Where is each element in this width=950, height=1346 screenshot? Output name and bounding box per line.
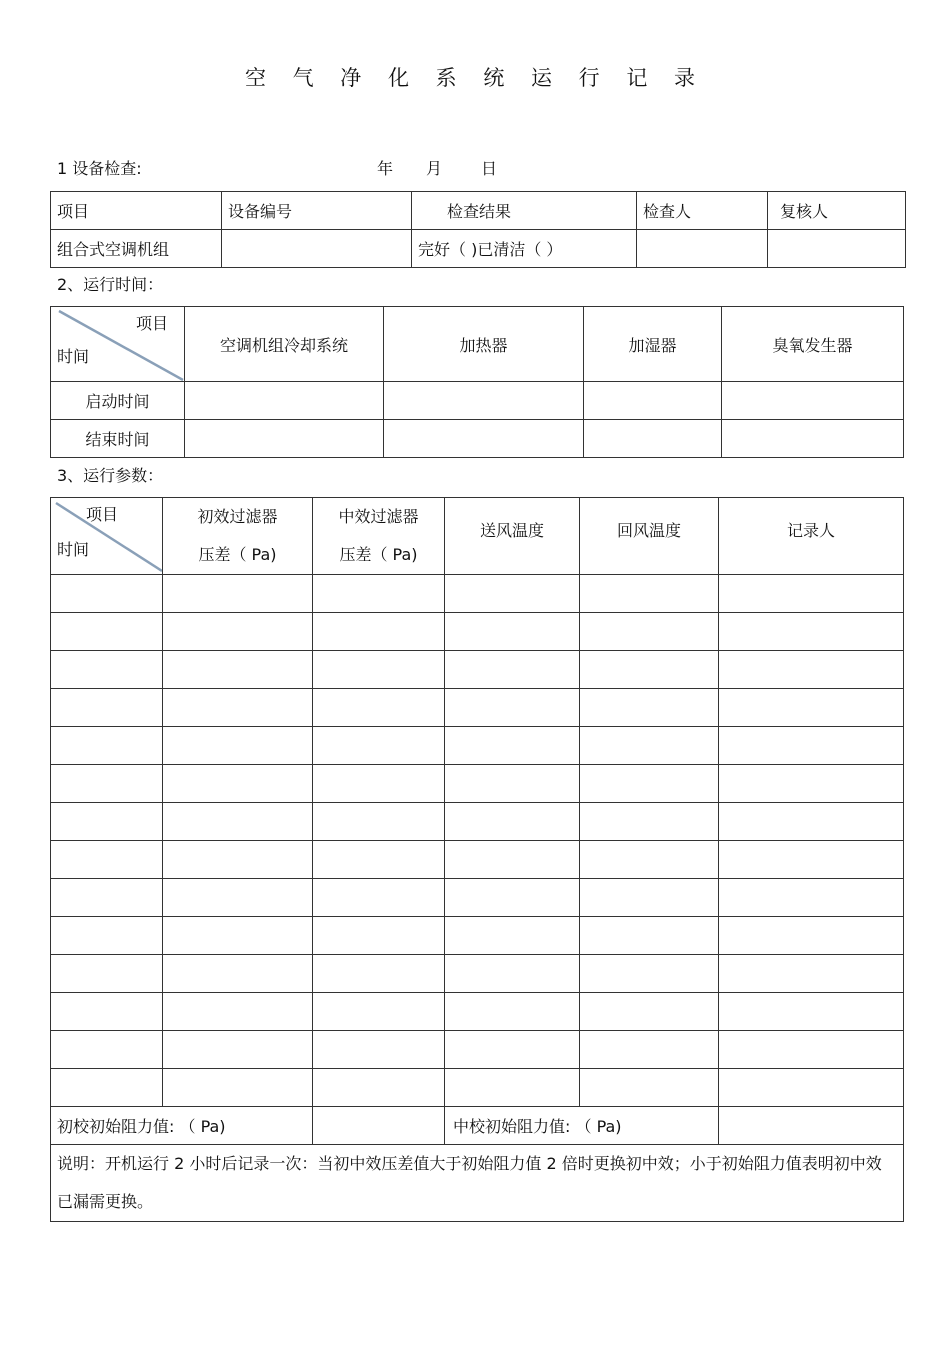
entry-cell[interactable] [51, 1031, 163, 1069]
corner-time-label: 时间 [57, 540, 90, 559]
entry-cell[interactable] [163, 879, 313, 917]
entry-cell[interactable] [445, 727, 580, 765]
header-primary-pressure: 压差（ Pa) [198, 545, 277, 564]
table-row [51, 879, 904, 917]
entry-cell[interactable] [719, 993, 904, 1031]
run-parameters-table [50, 497, 904, 1222]
corner-item-label: 项目 [85, 505, 118, 524]
table-row [51, 1031, 904, 1069]
entry-cell[interactable] [719, 1069, 904, 1107]
entry-cell[interactable] [719, 1031, 904, 1069]
entry-cell[interactable] [313, 765, 445, 803]
entry-cell[interactable] [580, 993, 719, 1031]
entry-cell[interactable] [313, 917, 445, 955]
header-supply-air-temp: 送风温度 [445, 498, 580, 575]
entry-cell[interactable] [719, 575, 904, 613]
entry-cell[interactable] [51, 613, 163, 651]
entry-cell[interactable] [313, 575, 445, 613]
entry-cell[interactable] [313, 651, 445, 689]
table-row [51, 803, 904, 841]
table-row [51, 613, 904, 651]
entry-cell[interactable] [580, 955, 719, 993]
section2-label: 2、运行时间： [57, 275, 164, 294]
entry-cell[interactable] [163, 993, 313, 1031]
cell-equipment-number[interactable] [222, 230, 412, 268]
table-row [51, 1069, 904, 1107]
entry-cell[interactable] [163, 917, 313, 955]
section1-label: 1 设备检查: [57, 159, 142, 178]
start-cell[interactable] [384, 382, 584, 420]
initial-resistance-primary: 初校初始阻力值: （ Pa) [51, 1107, 313, 1145]
entry-cell[interactable] [719, 803, 904, 841]
entry-cell[interactable] [51, 955, 163, 993]
entry-cell[interactable] [51, 841, 163, 879]
end-cell[interactable] [185, 420, 384, 458]
entry-cell[interactable] [313, 879, 445, 917]
entry-cell[interactable] [51, 575, 163, 613]
entry-cell[interactable] [580, 765, 719, 803]
table-row [51, 765, 904, 803]
entry-cell[interactable] [313, 803, 445, 841]
entry-cell[interactable] [580, 575, 719, 613]
corner-cell [51, 498, 163, 575]
entry-cell[interactable] [719, 765, 904, 803]
run-time-table [50, 306, 904, 458]
entry-cell[interactable] [51, 993, 163, 1031]
entry-cell[interactable] [580, 613, 719, 651]
table-row [51, 689, 904, 727]
entry-cell[interactable] [51, 727, 163, 765]
instruction-note: 说明：开机运行 2 小时后记录一次：当初中效压差值大于初始阻力值 2 倍时更换初中效；小于初始阻力值表明初中效已漏需更换。 [51, 1145, 904, 1222]
entry-cell[interactable] [51, 803, 163, 841]
entry-cell[interactable] [51, 651, 163, 689]
entry-cell[interactable] [719, 613, 904, 651]
entry-cell[interactable] [163, 803, 313, 841]
entry-cell[interactable] [445, 1069, 580, 1107]
entry-cell[interactable] [313, 993, 445, 1031]
entry-cell[interactable] [580, 1031, 719, 1069]
entry-cell[interactable] [163, 651, 313, 689]
entry-cell[interactable] [719, 841, 904, 879]
entry-cell[interactable] [580, 689, 719, 727]
table-row [51, 955, 904, 993]
entry-cell[interactable] [719, 651, 904, 689]
end-cell[interactable] [722, 420, 904, 458]
start-cell[interactable] [722, 382, 904, 420]
section3-label: 3、运行参数： [57, 466, 164, 485]
entry-cell[interactable] [445, 1031, 580, 1069]
initial-primary-value-cell[interactable] [313, 1107, 445, 1145]
entry-cell[interactable] [445, 879, 580, 917]
header-check-result: 检查结果 [412, 192, 637, 230]
entry-cell[interactable] [313, 1031, 445, 1069]
entry-cell[interactable] [51, 917, 163, 955]
entry-cell[interactable] [445, 841, 580, 879]
header-heater: 加热器 [384, 307, 584, 382]
cell-inspector[interactable] [637, 230, 768, 268]
entry-cell[interactable] [445, 765, 580, 803]
header-primary-filter: 初效过滤器 [197, 507, 278, 526]
table-row [51, 651, 904, 689]
entry-cell[interactable] [719, 879, 904, 917]
header-primary-filter-pressure [163, 498, 313, 575]
entry-cell[interactable] [445, 955, 580, 993]
header-item: 项目 [51, 192, 222, 230]
entry-cell[interactable] [313, 841, 445, 879]
cell-check-result[interactable]: 完好（ )已清洁（ ） [412, 230, 637, 268]
header-ozone-generator: 臭氧发生器 [722, 307, 904, 382]
entry-cell[interactable] [163, 955, 313, 993]
header-humidifier: 加湿器 [584, 307, 722, 382]
start-cell[interactable] [584, 382, 722, 420]
cell-reviewer[interactable] [768, 230, 906, 268]
header-ahu-cooling: 空调机组冷却系统 [185, 307, 384, 382]
entry-cell[interactable] [719, 917, 904, 955]
entry-cell[interactable] [51, 879, 163, 917]
entry-cell[interactable] [313, 689, 445, 727]
entry-cell[interactable] [313, 1069, 445, 1107]
row-label-end-time: 结束时间 [51, 420, 185, 458]
table-row [51, 917, 904, 955]
entry-cell[interactable] [51, 1069, 163, 1107]
entry-cell[interactable] [163, 689, 313, 727]
header-inspector: 检查人 [637, 192, 768, 230]
entry-cell[interactable] [580, 879, 719, 917]
initial-resistance-medium: 中校初始阻力值: （ Pa) [445, 1107, 719, 1145]
entry-cell[interactable] [719, 727, 904, 765]
entry-cell[interactable] [719, 689, 904, 727]
entry-cell[interactable] [580, 727, 719, 765]
entry-cell[interactable] [163, 1031, 313, 1069]
entry-cell[interactable] [163, 575, 313, 613]
table-row [51, 575, 904, 613]
table-row [51, 841, 904, 879]
header-medium-filter-pressure [313, 498, 445, 575]
entry-cell[interactable] [580, 841, 719, 879]
entry-cell[interactable] [580, 1069, 719, 1107]
entry-cell[interactable] [445, 917, 580, 955]
entry-cell[interactable] [445, 651, 580, 689]
entry-cell[interactable] [445, 803, 580, 841]
entry-cell[interactable] [313, 727, 445, 765]
entry-cell[interactable] [313, 955, 445, 993]
table-row [51, 993, 904, 1031]
table-row [51, 727, 904, 765]
initial-medium-value-cell[interactable] [719, 1107, 904, 1145]
end-cell[interactable] [384, 420, 584, 458]
entry-cell[interactable] [445, 689, 580, 727]
page-title: 空 气 净 化 系 统 运 行 记 录 [244, 66, 706, 90]
corner-cell [51, 307, 185, 382]
entry-cell[interactable] [445, 613, 580, 651]
entry-cell[interactable] [580, 803, 719, 841]
header-medium-pressure: 压差（ Pa) [339, 545, 418, 564]
entry-cell[interactable] [445, 575, 580, 613]
entry-cell[interactable] [163, 841, 313, 879]
entry-cell[interactable] [163, 1069, 313, 1107]
end-cell[interactable] [584, 420, 722, 458]
entry-cell[interactable] [719, 955, 904, 993]
header-return-air-temp: 回风温度 [580, 498, 719, 575]
corner-item-label: 项目 [135, 314, 168, 333]
date-month-label: 月 [426, 159, 443, 178]
entry-cell[interactable] [51, 765, 163, 803]
cell-item-ahu: 组合式空调机组 [51, 230, 222, 268]
entry-cell[interactable] [580, 651, 719, 689]
row-label-start-time: 启动时间 [51, 382, 185, 420]
start-cell[interactable] [185, 382, 384, 420]
header-medium-filter: 中效过滤器 [338, 507, 419, 526]
entry-cell[interactable] [163, 765, 313, 803]
entry-cell[interactable] [51, 689, 163, 727]
equipment-check-table [50, 191, 906, 268]
header-equipment-number: 设备编号 [222, 192, 412, 230]
date-day-label: 日 [481, 159, 498, 178]
entry-cell[interactable] [313, 613, 445, 651]
header-reviewer: 复核人 [768, 192, 906, 230]
entry-cell[interactable] [445, 993, 580, 1031]
entry-cell[interactable] [163, 613, 313, 651]
header-recorder: 记录人 [719, 498, 904, 575]
parameter-rows [51, 575, 904, 1107]
corner-time-label: 时间 [57, 347, 90, 366]
entry-cell[interactable] [163, 727, 313, 765]
entry-cell[interactable] [580, 917, 719, 955]
date-year-label: 年 [377, 159, 394, 178]
